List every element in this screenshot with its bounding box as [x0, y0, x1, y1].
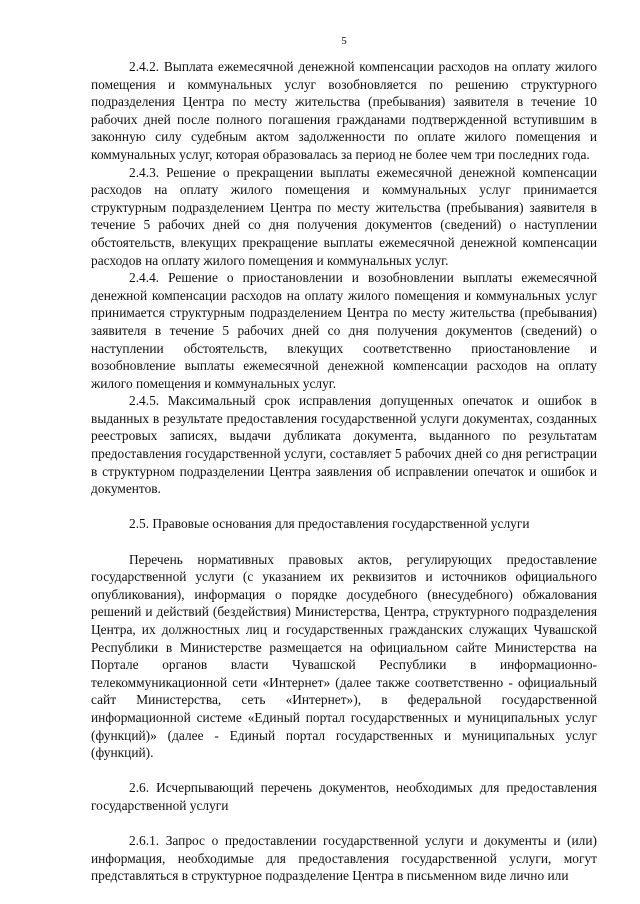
paragraph-2-4-2: 2.4.2. Выплата ежемесячной денежной компенсации расходов на оплату жилого помещения и коммунальных услуг возобновляется по решению структурного подразделения Центра по месту жительства (пребывания) заявителя в течение 10 рабочих дней после полного погашения гражданами подтвержденной вступившим в законную силу судебным актом задолженности по оплате жилого помещения и коммунальных услуг, которая образовалась за период не более чем три последних года. — [91, 59, 597, 162]
document-page — [91, 34, 597, 885]
paragraph-2-4-5: 2.4.5. Максимальный срок исправления допущенных опечаток и ошибок в выданных в результате предоставления государственной услуги документах, созданных реестровых записях, выдачи дубликата документа, выданного по результатам предоставления государственной услуги, составляет 5 рабочих дней со дня регистрации в структурном подразделении Центра заявления об исправлении опечаток и ошибок и документов. — [91, 393, 597, 497]
spacer — [91, 762, 597, 780]
paragraph-2-5-body: Перечень нормативных правовых актов, регулирующих предоставление государственной услуги (с указанием их реквизитов и источников официального опубликования), информация о порядке досудебного (внесудебного) обжалования решений и действий (бездействия) Министерства, Центра, структурного подразделения Центра, их должностных лиц и государственных гражданских служащих Чувашской Республики в Министерстве размещается на официальном сайте Министерства на Портале органов власти Чувашской Республики в информационно-телекоммуникационной сети «Интернет» (далее также соответственно - официальный сайт Министерства, сеть «Интернет»), в федеральной государственной информационной системе «Единый портал государственных и муниципальных услуг (функций)» (далее - Единый портал государственных и муниципальных услуг (функций). — [91, 551, 597, 761]
spacer — [91, 498, 597, 516]
paragraph-2-4-4: 2.4.4. Решение о приостановлении и возобновлении выплаты ежемесячной денежной компенсации расходов на оплату жилого помещения и коммунальных услуг принимается структурным подразделением Центра по месту жительства (пребывания) заявителя в течение 5 рабочих дней со дня получения документов (сведений) о наступлении обстоятельств, влекущих соответственно приостановление и возобновление выплаты ежемесячной денежной компенсации расходов на оплату жилого помещения и коммунальных услуг. — [91, 270, 597, 391]
paragraph-2-4-3: 2.4.3. Решение о прекращении выплаты ежемесячной денежной компенсации расходов на оплату жилого помещения и коммунальных услуг принимается структурным подразделением Центра по месту жительства (пребывания) заявителя в течение 5 рабочих дней со дня получения документов (сведений) о наступлении обстоятельств, влекущих прекращение выплаты ежемесячной денежной компенсации расходов на оплату жилого помещения и коммунальных услуг. — [91, 164, 597, 268]
page-number: 5 — [341, 35, 347, 47]
section-heading-2-6: 2.6. Исчерпывающий перечень документов, необходимых для предоставления государственной услуги — [91, 780, 597, 813]
section-heading-2-5: 2.5. Правовые основания для предоставления государственной услуги — [129, 516, 530, 532]
spacer — [91, 815, 597, 833]
spacer — [91, 533, 597, 551]
paragraph-2-6-1: 2.6.1. Запрос о предоставлении государственной услуги и документы и (или) информация, необходимые для предоставления государственной услуги, могут представляться в структурное подразделение Центра в письменном виде лично или — [91, 833, 597, 884]
